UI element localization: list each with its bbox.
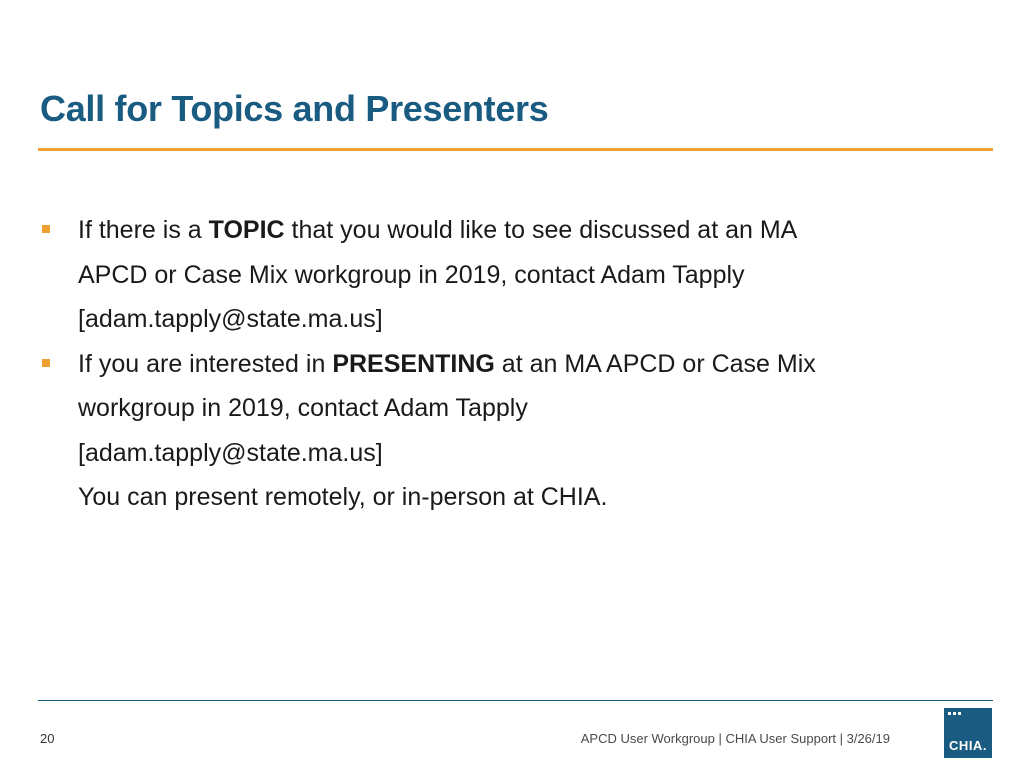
- bullet-line: [78, 342, 980, 387]
- logo-text: CHIA.: [949, 738, 987, 753]
- bullet-text: at an MA APCD or Case Mix: [494, 349, 816, 378]
- page-number: 20: [40, 731, 55, 746]
- bullet-square-icon: [42, 225, 50, 233]
- bullet-square-icon: [42, 359, 50, 367]
- chia-logo: [944, 708, 992, 758]
- bullet-text: If there is a: [78, 216, 209, 244]
- bullet-line: [78, 208, 980, 253]
- slide-title: Call for Topics and Presenters: [40, 88, 549, 129]
- bullet-list: [40, 208, 980, 520]
- bullet-line: APCD or Case Mix workgroup in 2019, contact Adam Tapply: [78, 260, 745, 289]
- bullet-emphasis: PRESENTING: [332, 349, 495, 378]
- bullet-line: workgroup in 2019, contact Adam Tapply: [78, 394, 528, 422]
- footer-divider: [38, 700, 993, 701]
- title-divider: [38, 148, 993, 151]
- bullet-item-presenting: [40, 342, 980, 520]
- email-text: [adam.tapply@state.ma.us]: [78, 305, 383, 333]
- logo-dots-icon: [948, 712, 961, 715]
- email-text: [adam.tapply@state.ma.us]: [78, 438, 383, 467]
- bullet-text: If you are interested in: [78, 349, 333, 378]
- bullet-item-topic: [40, 208, 980, 342]
- bullet-line: You can present remotely, or in-person at CHIA.: [78, 483, 608, 511]
- bullet-emphasis: TOPIC: [208, 216, 285, 244]
- bullet-text: that you would like to see discussed at an MA: [284, 216, 798, 244]
- footer-text: APCD User Workgroup | CHIA User Support | 3/26/19: [580, 731, 890, 746]
